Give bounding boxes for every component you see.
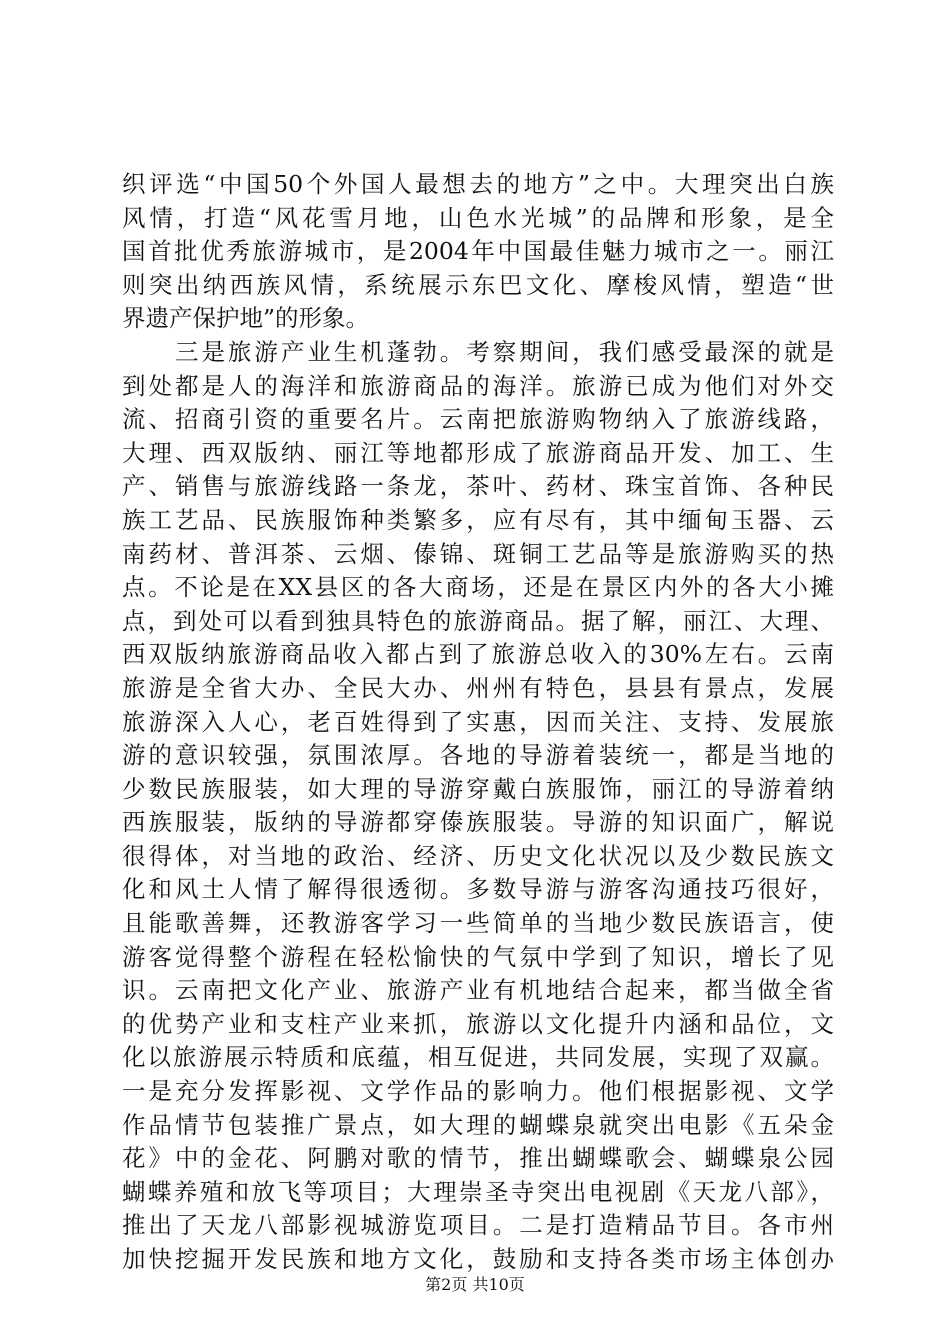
- text-line: 一是充分发挥影视、文学作品的影响力。他们根据影视、文学: [122, 1077, 834, 1106]
- text-line: 旅游是全省大办、全民大办、州州有特色，县县有景点，发展: [122, 673, 834, 702]
- text-line: 点，到处可以看到独具特色的旅游商品。据了解，丽江、大理、: [122, 606, 834, 635]
- text-line: 到处都是人的海洋和旅游商品的海洋。旅游已成为他们对外交: [122, 371, 834, 400]
- text-line: 很得体，对当地的政治、经济、历史文化状况以及少数民族文: [122, 841, 834, 870]
- text-line: 南药材、普洱茶、云烟、傣锦、斑铜工艺品等是旅游购买的热: [122, 539, 834, 568]
- text-line: 三是旅游产业生机蓬勃。考察期间，我们感受最深的就是: [122, 337, 834, 366]
- text-line: 国首批优秀旅游城市，是2004年中国最佳魅力城市之一。丽江: [122, 237, 834, 266]
- text-line: 游的意识较强，氛围浓厚。各地的导游着装统一，都是当地的: [122, 741, 834, 770]
- text-line: 西双版纳旅游商品收入都占到了旅游总收入的30%左右。云南: [122, 640, 834, 669]
- text-line: 化以旅游展示特质和底蕴，相互促进，共同发展，实现了双赢。: [122, 1043, 834, 1072]
- text-line: 推出了天龙八部影视城游览项目。二是打造精品节目。各市州: [122, 1211, 834, 1240]
- document-body: [122, 168, 834, 1277]
- text-line: 游客觉得整个游程在轻松愉快的气氛中学到了知识，增长了见: [122, 942, 834, 971]
- text-line: 点。不论是在XX县区的各大商场，还是在景区内外的各大小摊: [122, 573, 834, 602]
- text-line: 且能歌善舞，还教游客学习一些简单的当地少数民族语言，使: [122, 909, 834, 938]
- text-line: 西族服装，版纳的导游都穿傣族服装。导游的知识面广，解说: [122, 808, 834, 837]
- text-line: 化和风土人情了解得很透彻。多数导游与游客沟通技巧很好，: [122, 875, 834, 904]
- text-line: 花》中的金花、阿鹏对歌的情节，推出蝴蝶歌会、蝴蝶泉公园: [122, 1144, 834, 1173]
- text-line: 产、销售与旅游线路一条龙，茶叶、药材、珠宝首饰、各种民: [122, 472, 834, 501]
- text-line: 的优势产业和支柱产业来抓，旅游以文化提升内涵和品位，文: [122, 1009, 834, 1038]
- text-line: 界遗产保护地”的形象。: [122, 304, 370, 333]
- text-line: 蝴蝶养殖和放飞等项目；大理崇圣寺突出电视剧《天龙八部》，: [122, 1177, 834, 1206]
- page-number-footer: 第2页 共10页: [425, 1275, 525, 1294]
- text-line: 流、招商引资的重要名片。云南把旅游购物纳入了旅游线路，: [122, 405, 834, 434]
- text-line: 少数民族服装，如大理的导游穿戴白族服饰，丽江的导游着纳: [122, 774, 834, 803]
- text-line: 大理、西双版纳、丽江等地都形成了旅游商品开发、加工、生: [122, 438, 834, 467]
- text-line: 则突出纳西族风情，系统展示东巴文化、摩梭风情，塑造“世: [122, 270, 834, 299]
- text-line: 织评选“中国50个外国人最想去的地方”之中。大理突出白族: [122, 170, 834, 198]
- text-line: 族工艺品、民族服饰种类繁多，应有尽有，其中缅甸玉器、云: [122, 505, 834, 534]
- text-line: 作品情节包装推广景点，如大理的蝴蝶泉就突出电影《五朵金: [122, 1110, 834, 1139]
- paragraph-intro: [122, 168, 834, 336]
- text-line: 加快挖掘开发民族和地方文化，鼓励和支持各类市场主体创办: [122, 1245, 834, 1273]
- text-line: 识。云南把文化产业、旅游产业有机地结合起来，都当做全省: [122, 976, 834, 1005]
- text-line: 旅游深入人心，老百姓得到了实惠，因而关注、支持、发展旅: [122, 707, 834, 736]
- text-line: 风情，打造“风花雪月地，山色水光城”的品牌和形象，是全: [122, 203, 834, 232]
- paragraph-tourism-industry: [122, 336, 834, 1277]
